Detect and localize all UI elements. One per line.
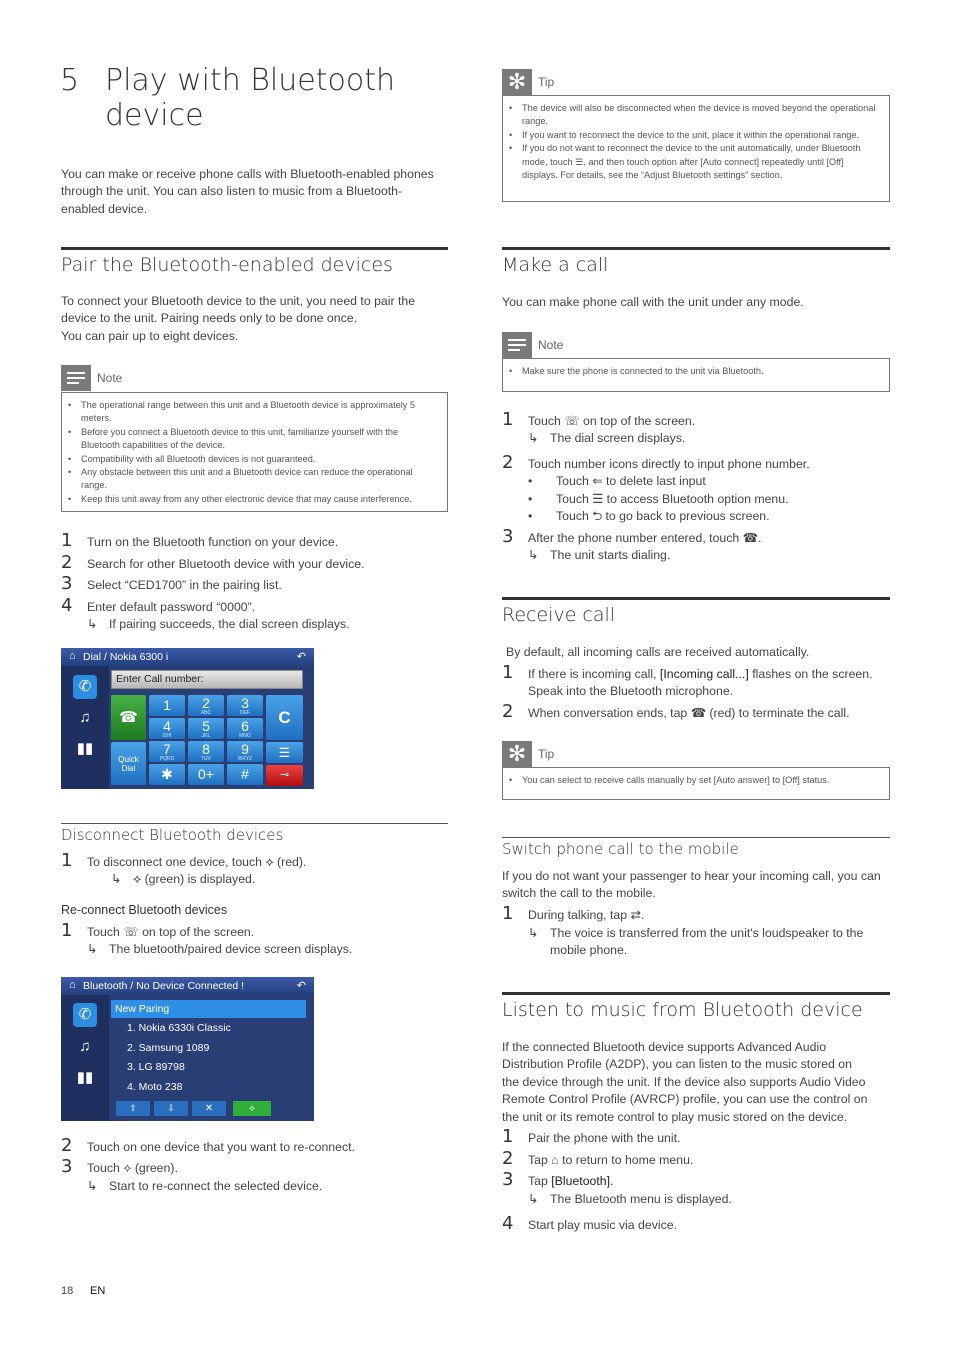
key-digit: 2 [202,695,210,711]
step-number: 1 [61,530,73,551]
tip-star-icon: ✻ [502,69,532,95]
note-item: • Any obstacle between this unit and a Bluetooth device can reduce the operational range. [68,466,439,493]
back-icon: ↶ [296,980,306,992]
step-number: 1 [502,409,514,430]
result-text: The Bluetooth menu is displayed. [550,1192,732,1206]
result-line: The voice is transferred from the unit's loudspeaker to the [550,926,864,940]
step-text [87,922,254,941]
link-red-icon: ⟡ [265,855,274,869]
result-text: If pairing succeeds, the dial screen displays. [109,617,350,631]
music-step-3 [502,1171,613,1190]
clear-button [266,695,303,740]
bt-list-label: 3. LG 89798 [127,1061,185,1073]
step-text [87,852,306,871]
pair-note-box [61,392,448,512]
step-number: 2 [61,552,73,573]
step-number: 3 [502,526,514,547]
hangup-button: ⊸ [266,765,303,786]
disconnect-heading: Disconnect Bluetooth devices [61,826,284,844]
result-arrow-icon: ↳ [87,1179,98,1193]
step-text: After the phone number entered, touch ☎. [528,531,762,545]
make-call-bullet: • Touch ☰ to access Bluetooth option menu. [556,491,789,508]
reconnect-step-2 [61,1137,355,1156]
note-label: Note [538,338,564,352]
pair-line: To connect your Bluetooth device to the unit, you need to pair the [61,294,416,308]
step-number: 2 [502,1148,514,1169]
top-tip-box [502,95,890,202]
bt-sidebar [61,995,109,1121]
pair-heading: Pair the Bluetooth-enabled devices [61,254,393,276]
step-text [528,664,873,701]
switch-step-1 [502,905,644,924]
music-line: the unit or its remote control to play music stored on the device. [502,1109,848,1124]
disconnect-step-1 [61,852,306,871]
make-call-text: You can make phone call with the unit under any mode. [502,295,804,309]
bluetooth-screenshot [61,977,314,1121]
music-line: the device through the unit. If the device also supports Audio Video [502,1074,866,1089]
keypad-key [227,695,263,716]
top-tip-header [502,69,554,95]
link-green-icon: ⟡ [133,872,142,886]
receive-step-1 [502,664,873,701]
step-number: 2 [61,1135,73,1156]
call-button: ☎ [111,695,146,740]
home-icon: ⌂ [69,979,76,991]
keypad-key [149,764,185,785]
quick-dial-button [111,742,146,785]
result-text [550,925,863,960]
note-icon [61,365,91,391]
key-letters: JKL [201,733,211,739]
book-icon: ▮▮ [76,1069,94,1086]
intro-line: through the unit. You can also listen to music from a Bluetooth- [61,184,403,199]
result-arrow-icon: ↳ [528,926,539,940]
keypad-key [227,741,263,762]
bt-btn-down: ⇩ [154,1101,188,1116]
reconnect-result-3 [87,1178,322,1195]
disconnect-result [111,871,255,888]
pair-result [87,616,350,633]
result-line: mobile phone. [550,943,628,958]
section-rule [61,247,448,250]
result-text: The bluetooth/paired device screen displays. [109,942,353,956]
quick-dial-label: Quick Dial [118,755,139,773]
note-item: • Before you connect a Bluetooth device to this unit, familiarize yourself with the Bluetooth capabilities of the device. [68,426,439,453]
tip-item: • The device will also be disconnected when the device is moved beyond the operational range. [509,102,881,129]
bt-btn-delete: ✕ [192,1101,226,1116]
key-letters: DEF [240,710,250,716]
step-number: 2 [502,452,514,473]
switch-heading: Switch phone call to the mobile [502,840,739,858]
keypad-key [188,764,224,785]
music-icon: ♫ [79,709,91,726]
key-letters: TUV [201,756,211,762]
step-text-part: on top of the screen. [142,925,255,939]
make-call-step-2 [502,454,810,473]
keypad-key [188,741,224,762]
key-digit: 1 [163,697,171,713]
intro-line: You can make or receive phone calls with Bluetooth-enabled phones [61,167,434,181]
pair-step-3 [61,575,282,594]
note-item: • Compatibility with all Bluetooth devices is not guaranteed. [68,453,439,466]
step-number: 3 [502,1169,514,1190]
section-rule [61,823,448,824]
key-digit: # [241,766,249,782]
section-rule [502,247,890,250]
key-digit: ✱ [161,766,173,782]
step-text-part: flashes on the screen. [752,667,873,681]
chapter-title-line2: device [105,98,204,133]
make-call-bullet: • Touch ⇐ to delete last input [556,473,706,490]
step-text: Search for other Bluetooth device with your device. [87,557,365,571]
bluetooth-keyword: [Bluetooth]. [551,1174,614,1188]
step-number: 1 [502,1126,514,1147]
switch-text [502,868,892,903]
receive-step-2 [502,703,850,722]
home-icon: ⌂ [69,650,76,662]
result-arrow-icon: ↳ [87,942,98,956]
result-arrow-icon: ↳ [87,617,98,631]
section-rule [502,992,890,995]
pair-step-4 [61,597,255,616]
note-icon [502,332,532,358]
keypad-key [149,741,185,762]
key-digit: 9 [241,741,249,757]
make-call-step-1 [502,411,695,430]
result-text: The unit starts dialing. [550,548,671,562]
bt-title: Bluetooth / No Device Connected ! [83,980,245,992]
step-text: Turn on the Bluetooth function on your device. [87,535,339,549]
step-number: 4 [502,1213,514,1234]
key-letters: GHI [162,733,172,739]
make-call-heading: Make a call [502,254,609,276]
key-digit: 3 [241,695,249,711]
bt-list-item [111,1019,306,1037]
note-item: • Make sure the phone is connected to the unit via Bluetooth. [509,365,881,378]
step-text-part: Speak into the Bluetooth microphone. [528,684,734,699]
step-text: Touch on one device that you want to re-connect. [87,1140,355,1154]
receive-text: By default, all incoming calls are received automatically. [506,645,810,659]
result-text: Start to re-connect the selected device. [109,1179,323,1193]
music-text [502,1039,892,1126]
step-text: Pair the phone with the unit. [528,1131,681,1145]
key-digit: 8 [202,741,210,757]
phone-icon: ✆ [73,675,97,699]
keypad-key [227,764,263,785]
music-step-1 [502,1128,680,1147]
keypad-key [188,718,224,739]
step-text-part: Touch [87,925,120,939]
switch-line: If you do not want your passenger to hear your incoming call, you can [502,869,881,883]
section-rule [502,597,890,600]
dial-sidebar [61,666,109,789]
tip-label: Tip [538,747,555,761]
step-text-part: Touch [87,1161,120,1175]
link-green-icon: ⟡ [123,1161,132,1175]
bt-title-bar [61,977,314,995]
music-line: If the connected Bluetooth device supports Advanced Audio [502,1040,827,1054]
pair-note-header [61,365,122,391]
page-number: 18 [61,1285,74,1297]
dial-screenshot [61,648,314,789]
keypad-key [149,695,185,716]
phone-icon: ✆ [73,1003,97,1027]
bt-list-item [111,1058,306,1076]
tip-item: • If you do not want to reconnect the device to the unit automatically, under Bluetooth mode, touch ☰, and then touch option after [Auto connect] repeatedly until [Off] displays. For details, see the “Adjust Bluetooth settings” section. [509,142,881,182]
key-letters: PQRS [159,756,175,762]
switch-line: switch the call to the mobile. [502,886,656,901]
bt-list-new [111,1000,306,1018]
step-number: 2 [502,701,514,722]
clear-label: C [278,708,291,727]
bt-btn-up: ⇧ [116,1101,150,1116]
bt-list-label: New Paring [115,1003,170,1015]
step-text: Select “CED1700” in the pairing list. [87,578,282,592]
note-label: Note [97,371,123,385]
pair-step-2 [61,554,365,573]
bt-btn-connect: ⟡ [233,1101,271,1116]
reconnect-step-1 [61,922,254,941]
key-digit: 6 [241,718,249,734]
step-text: Touch number icons directly to input phone number. [528,457,810,471]
bt-list-item [111,1078,306,1096]
step-text-part: (green). [134,1161,178,1175]
result-arrow-icon: ↳ [528,1192,539,1206]
step-text-part: Tap [528,1174,548,1188]
bt-list-label: 4. Moto 238 [127,1081,183,1093]
music-step-2 [502,1150,693,1169]
result-arrow-icon: ↳ [111,872,122,886]
receive-heading: Receive call [502,604,616,626]
intro-text [61,166,451,218]
step-number: 1 [502,662,514,683]
receive-tip-box [502,767,890,800]
keypad-key [149,718,185,739]
step-number: 1 [61,920,73,941]
receive-tip-header [502,741,554,767]
step-text [87,1158,178,1177]
step-text: Enter default password “0000”. [87,600,256,614]
result-text: (green) is displayed. [144,872,256,886]
music-line: Remote Control Profile (AVRCP) profile, you can use the control on [502,1092,868,1107]
chapter-number: 5 [60,63,80,98]
step-text-part: If there is incoming call, [528,667,657,681]
step-text: Start play music via device. [528,1218,677,1232]
key-digit: 0+ [198,766,214,782]
make-call-step-3 [502,528,761,547]
back-icon: ↶ [296,651,306,663]
book-icon: ▮▮ [76,740,94,757]
step-number: 1 [61,850,73,871]
language-code: EN [90,1285,106,1297]
tip-item: • You can select to receive calls manually by set [Auto answer] to [Off] status. [509,774,881,787]
make-call-result-3 [528,547,670,564]
music-icon: ♫ [79,1038,91,1055]
section-rule [502,837,890,838]
music-step-4 [502,1215,677,1234]
menu-button: ☰ [266,742,303,763]
keypad-key [188,695,224,716]
reconnect-result-1 [87,941,352,958]
key-letters: WXYZ [237,756,253,762]
pair-step-1 [61,532,338,551]
pair-line: You can pair up to eight devices. [61,328,239,343]
pair-line: device to the unit. Pairing needs only to be done once. [61,311,358,326]
bt-list-item [111,1039,306,1057]
music-line: Distribution Profile (A2DP), you can listen to the music stored on [502,1057,852,1072]
result-arrow-icon: ↳ [528,431,539,445]
tip-item: • If you want to reconnect the device to the unit, place it within the operational range. [509,129,881,142]
keypad-key [227,718,263,739]
step-text [528,1171,613,1190]
reconnect-step-3 [61,1158,178,1177]
key-letters: ABC [200,710,212,716]
dial-title: Dial / Nokia 6300 i [83,651,169,663]
make-call-result-1 [528,430,685,447]
note-item: • The operational range between this unit and a Bluetooth device is approximately 5 meters. [68,399,439,426]
dial-title-bar [61,648,314,666]
switch-result [528,925,863,960]
pair-text [61,293,448,345]
step-text-part: To disconnect one device, touch [87,855,263,869]
dial-entry-field [111,670,303,689]
music-heading: Listen to music from Bluetooth device [502,999,863,1021]
step-text: When conversation ends, tap ☎ (red) to terminate the call. [528,706,850,720]
chapter-title-line1: Play with Bluetooth [105,63,395,98]
result-arrow-icon: ↳ [528,548,539,562]
bt-list-label: 1. Nokia 6330i Classic [127,1022,231,1034]
key-letters: MNO [239,733,251,739]
step-text: Touch ☏ on top of the screen. [528,414,696,428]
step-text-part: (red). [277,855,307,869]
tip-star-icon: ✻ [502,741,532,767]
dial-entry-label: Enter Call number: [116,673,204,685]
step-text: Tap ⌂ to return to home menu. [528,1153,694,1167]
make-call-bullet: • Touch ⮌ to go back to previous screen. [556,508,770,525]
step-number: 3 [61,573,73,594]
step-number: 4 [61,595,73,616]
tip-label: Tip [538,75,555,89]
step-text: During talking, tap ⇄. [528,908,645,922]
result-text: The dial screen displays. [550,431,686,445]
key-digit: 5 [202,718,210,734]
incoming-call-keyword: [Incoming call...] [659,667,749,681]
note-item: • Keep this unit away from any other electronic device that may cause interference. [68,493,439,506]
key-digit: 7 [163,741,171,757]
make-call-note-box [502,358,890,392]
bt-list-label: 2. Samsung 1089 [127,1042,210,1054]
step-number: 3 [61,1156,73,1177]
music-result-3 [528,1191,732,1208]
reconnect-heading: Re-connect Bluetooth devices [61,903,228,917]
step-number: 1 [502,903,514,924]
key-digit: 4 [163,718,171,734]
make-call-note-header [502,332,563,358]
phone-small-icon: ☏ [123,925,139,939]
intro-line: enabled device. [61,201,148,216]
